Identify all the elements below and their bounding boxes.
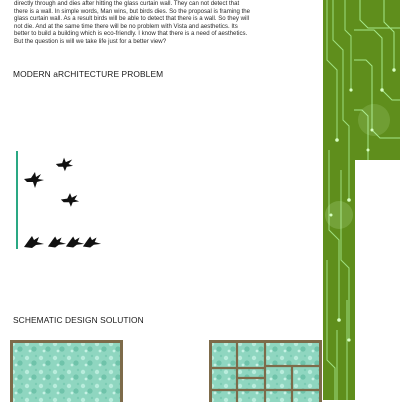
bird-icon <box>82 235 102 249</box>
bird-icon <box>47 235 67 249</box>
bird-icon <box>23 235 45 249</box>
glass-wall-framed <box>209 340 322 402</box>
intro-line: not die. And at the same time there will be no problem with Vista and aesthetics. Its <box>14 22 238 30</box>
intro-paragraph <box>14 0 314 46</box>
intro-line: directly through and dies after hitting the glass curtain wall. They can not detect that <box>14 0 240 7</box>
glass-wall-unframed <box>10 340 123 402</box>
circuit-board-graphic <box>323 0 355 400</box>
bird-icon <box>23 171 45 189</box>
bird-icon <box>54 155 74 173</box>
section-title-problem: MODERN aRCHITECTURE PROBLEM <box>13 69 164 79</box>
intro-line: better to build a building which is eco-friendly. I know that there is a need of aesthetics. <box>14 30 248 38</box>
section-title-solution: SCHEMATIC DESIGN SOLUTION <box>13 315 144 325</box>
intro-line: there is a wall. In simple words, Man wins, but birds dies. So the proposal is framing the <box>14 7 251 15</box>
intro-line: But the question is will we take life just for a better view? <box>14 37 167 45</box>
birds-illustration <box>14 151 124 251</box>
circuit-board-graphic <box>354 0 400 160</box>
accent-line <box>16 151 18 249</box>
intro-line: glass curtain wall. As a result birds will be able to detect that there is a wall. So they will <box>14 15 250 23</box>
bird-icon <box>60 191 80 208</box>
